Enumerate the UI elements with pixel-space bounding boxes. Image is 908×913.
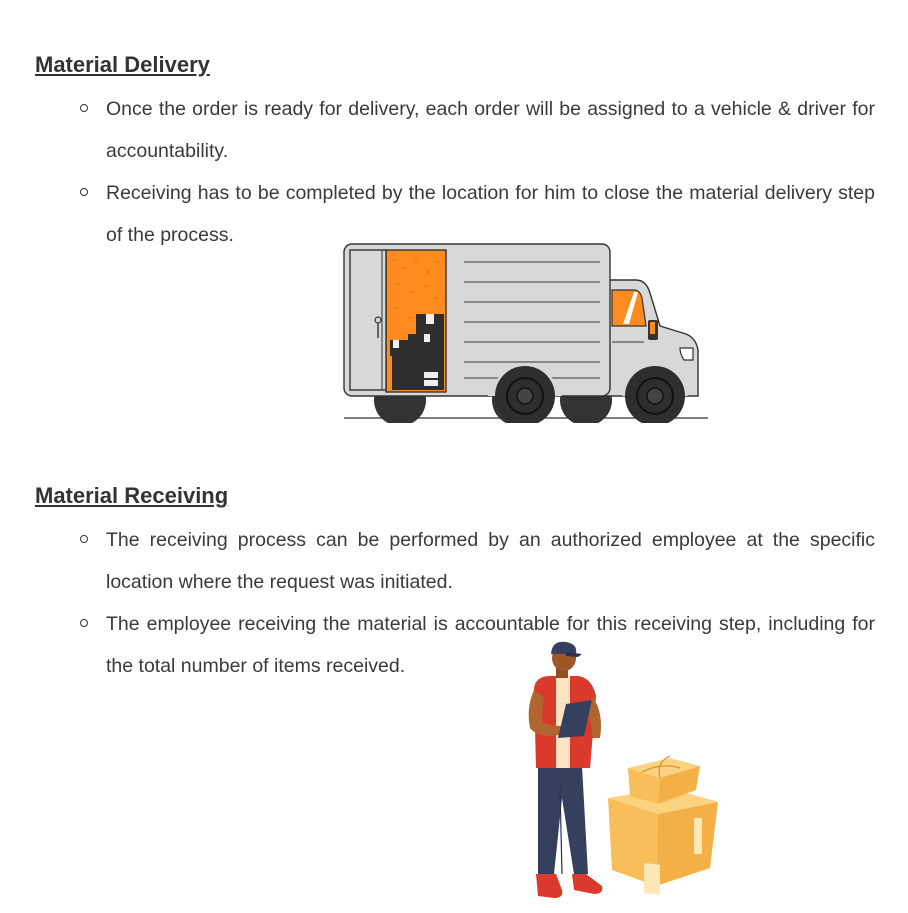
worker-with-boxes-icon xyxy=(520,638,725,906)
delivery-bullet-list xyxy=(0,88,875,256)
receiving-bullet-list xyxy=(0,519,875,687)
section-heading-material-delivery: Material Delivery xyxy=(35,52,210,77)
list-item: The receiving process can be performed by an authorized employee at the specific location where the request was initiated. xyxy=(0,519,875,603)
list-item: Once the order is ready for delivery, each order will be assigned to a vehicle & driver for accountability. xyxy=(0,88,875,172)
section-heading-material-receiving: Material Receiving xyxy=(35,483,229,508)
list-item: The employee receiving the material is accountable for this receiving step, including for the total number of items received. xyxy=(0,603,875,687)
list-item: Receiving has to be completed by the location for him to close the material delivery step of the process. xyxy=(0,172,875,256)
delivery-truck-icon xyxy=(338,238,713,423)
